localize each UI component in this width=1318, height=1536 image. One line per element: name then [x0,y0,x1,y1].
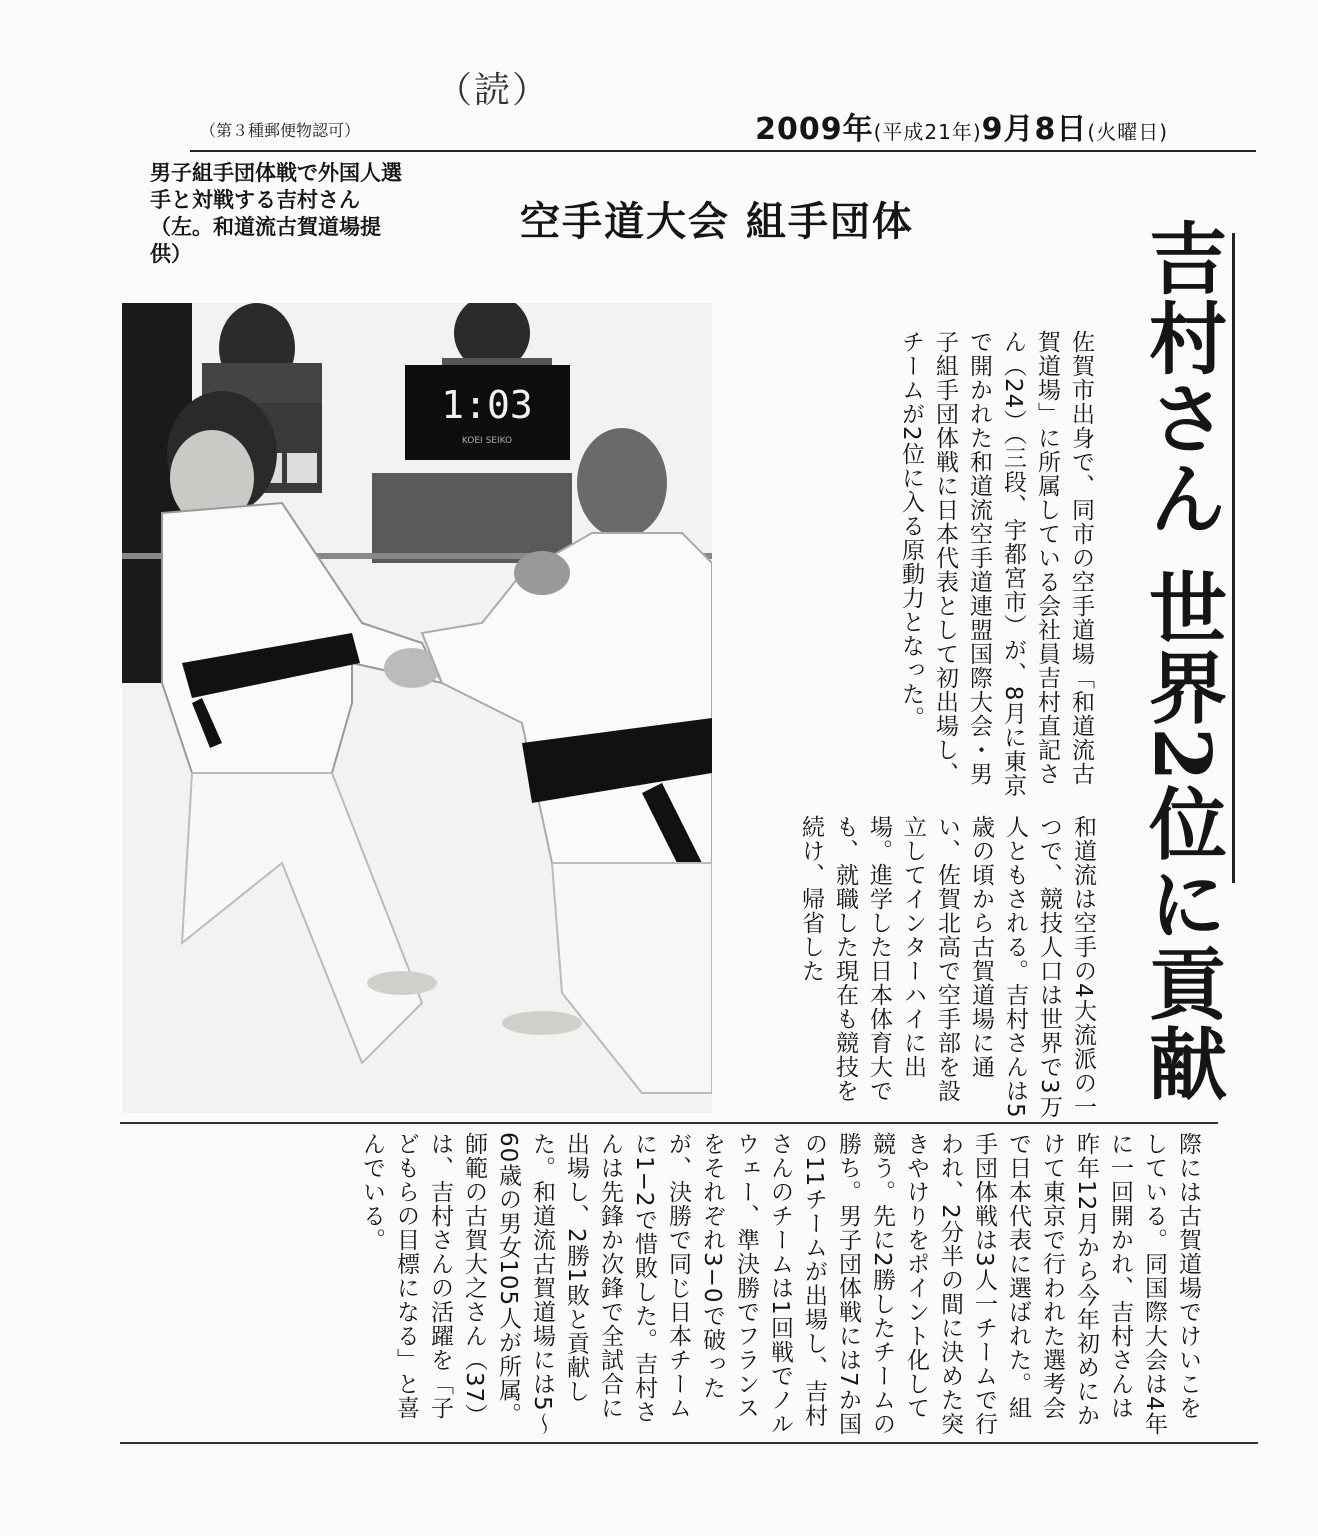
article-paragraph-3: 際には古賀道場でけいこをしている。同国際大会は4年に一回開かれ、吉村さんは昨年12月から今年初めにかけて東京で行われた選考会で日本代表に選ばれた。組手団体戦は3人一チームで行われ、2分半の間に決めた突きやけりをポイント化して競う。先に2勝したチームの勝ち。男子団体戦には7か国の11チームが出場し、吉村さんのチームは1回戦でノルウェー、準決勝でフランスをそれぞれ3−0で破ったが、決勝で同じ日本チームに1−2で惜敗した。吉村さんは先鋒か次鋒で全試合に出場し、2勝1敗と貢献した。和道流古賀道場には5〜60歳の男女105人が所属。師範の古賀大之さん（37）は、吉村さんの活躍を「子どもらの目標になる」と喜んでいる。 [359,1132,1201,1436]
timer-display: 1:03 [441,383,533,427]
section-rule [120,1122,1218,1124]
timer-brand: KOEI SEIKO [461,436,513,446]
postal-permit: （第３種郵便物認可） [200,121,361,140]
header-rule [190,150,1256,152]
date-era: (平成21年) [873,120,982,144]
headline: 吉村さん 世界2位に貢献 [1136,218,1227,1104]
kicker-title: 空手道大会 組手団体 [520,198,914,245]
date-weekday: (火曜日) [1087,120,1168,144]
footer-rule [120,1442,1258,1444]
photo-caption: 男子組手団体戦で外国人選手と対戦する吉村さん（左。和道流古賀道場提供） [150,161,402,266]
date-day: 9月8日 [981,112,1088,147]
headline-rule [1232,233,1235,883]
reader-stamp: （読） [436,70,551,111]
date-year: 2009年 [755,112,874,147]
issue-date [755,104,1168,148]
karate-photo [122,303,712,1113]
article-lead: 佐賀市出身で、同市の空手道場「和道流古賀道場」に所属している会社員吉村直記さん（24）（三段、宇都宮市）が、8月に東京で開かれた和道流空手道連盟国際大会・男子組手団体戦に日本代表として初出場し、チームが2位に入る原動力となった。 [898,330,1094,798]
article-paragraph-2: 和道流は空手の4大流派の一つで、競技人口は世界で3万人ともされる。吉村さんは5歳の頃から古賀道場に通い、佐賀北高で空手部を設立してインターハイに出場。進学した日本体育大でも、就職した現在も競技を続け、帰省した [798,815,1096,1119]
